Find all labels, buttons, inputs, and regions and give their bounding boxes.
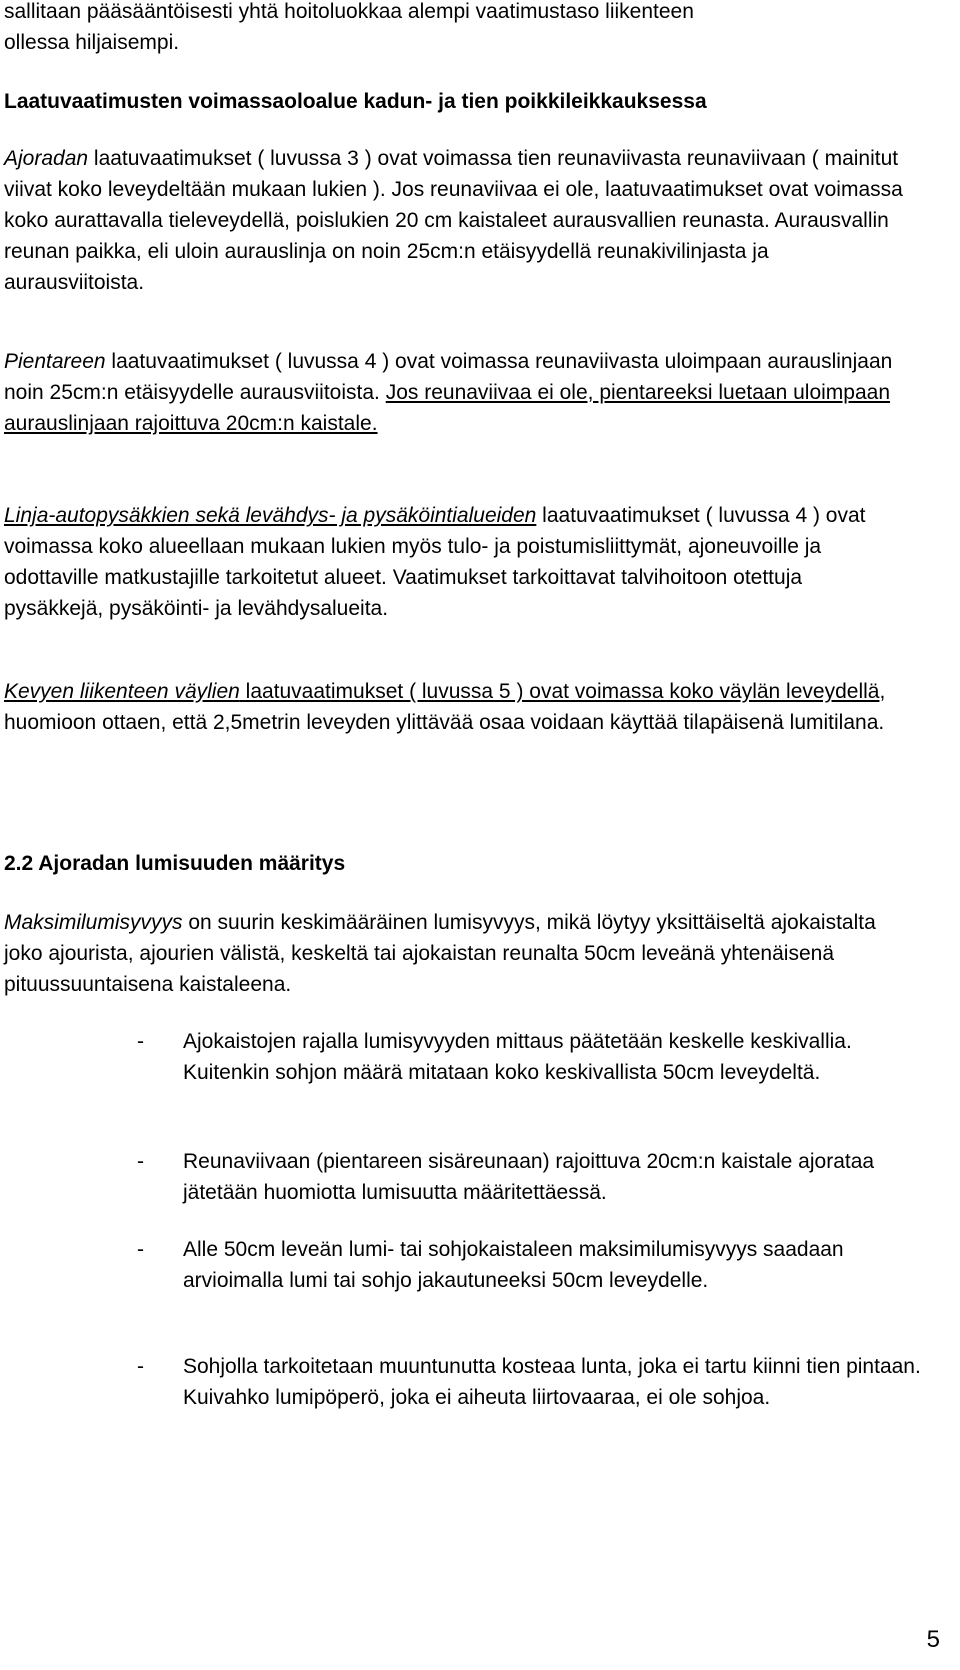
term-kevyen-liikenteen: Kevyen liikenteen väylien (4, 680, 240, 703)
intro-line-1: sallitaan pääsääntöisesti yhtä hoitoluokkaa alempi vaatimustaso liikenteen (4, 0, 694, 23)
paragraph-kevyen-liikenteen (4, 676, 904, 738)
paragraph-kevyen-liikenteen-underlined: laatuvaatimukset ( luvussa 5 ) ovat voimassa koko väylän leveydellä (239, 680, 880, 703)
paragraph-maksimilumisyvyys-text: on suurin keskimääräinen lumisyvyys, mikä löytyy yksittäiseltä ajokaistalta joko ajourista, ajourien välistä, keskeltä tai ajokaistan reunalta 50cm leveänä yhtenäisenä pituussuuntaisena kaistaleena. (4, 911, 876, 996)
list-dash: - (137, 1355, 144, 1378)
paragraph-maksimilumisyvyys (4, 907, 904, 1000)
paragraph-kevyen-liikenteen-text: , huomioon ottaen, että 2,5metrin leveyden ylittävää osaa voidaan käyttää tilapäisenä lumitilana. (4, 680, 886, 734)
paragraph-ajoradan-text: laatuvaatimukset ( luvussa 3 ) ovat voimassa tien reunaviivasta reunaviivaan ( mainitut viivat koko leveydeltään mukaan lukien ). Jos reunaviivaa ei ole, laatuvaatimukset ovat voimassa koko aurattavalla tieleveydellä, poislukien 20 cm kaistaleet aurausvallien reunasta. Aurausvallin reunan paikka, eli uloin aurauslinja on noin 25cm:n etäisyydellä reunakivilinjasta ja aurausviitoista. (4, 147, 903, 294)
page-number: 5 (926, 1626, 940, 1653)
section-2-2-heading: 2.2 Ajoradan lumisuuden määritys (4, 852, 346, 875)
paragraph-linja-autopysakit (4, 500, 904, 624)
paragraph-pientareen (4, 346, 904, 439)
list-dash: - (137, 1030, 144, 1053)
paragraph-ajoradan (4, 143, 904, 298)
paragraph-linja-autopysakit-text: laatuvaatimukset ( luvussa 4 ) ovat voimassa koko alueellaan mukaan lukien myös tulo- ja poistumisliittymät, ajoneuvoille ja odottaville matkustajille tarkoitetut alueet. Vaatimukset tarkoittavat talvihoitoon otettuja pysäkkejä, pysäköinti- ja levähdysalueita. (4, 504, 866, 620)
list-item-text: Ajokaistojen rajalla lumisyvyyden mittaus päätetään keskelle keskivallia. Kuitenkin sohjon määrä mitataan koko keskivallista 50cm leveydeltä. (183, 1030, 852, 1084)
list-dash: - (137, 1238, 144, 1261)
list-dash: - (137, 1150, 144, 1173)
term-maksimilumisyvyys: Maksimilumisyvyys (4, 911, 183, 934)
list-item-text: Reunaviivaan (pientareen sisäreunaan) rajoittuva 20cm:n kaistale ajorataa jätetään huomiotta lumisuutta määritettäessä. (183, 1150, 875, 1204)
term-ajoradan: Ajoradan (4, 147, 89, 170)
list-item-text: Alle 50cm leveän lumi- tai sohjokaistaleen maksimilumisyvyys saadaan arvioimalla lumi tai sohjo jakautuneeksi 50cm leveydelle. (183, 1238, 844, 1292)
term-pientareen: Pientareen (4, 350, 106, 373)
paragraph-pientareen-text: laatuvaatimukset ( luvussa 4 ) ovat voimassa reunaviivasta uloimpaan aurauslinjaan noin 25cm:n etäisyydelle aurausviitoista. (4, 350, 893, 404)
list-item-text: Sohjolla tarkoitetaan muuntunutta kosteaa lunta, joka ei tartu kiinni tien pintaan. Kuivahko lumipöperö, joka ei aiheuta liirtovaaraa, ei ole sohjoa. (183, 1355, 921, 1409)
term-linja-autopysakit: Linja-autopysäkkien sekä levähdys- ja pysäköintialueiden (4, 504, 537, 527)
validity-heading: Laatuvaatimusten voimassaoloalue kadun- ja tien poikkileikkauksessa (4, 90, 707, 113)
intro-paragraph (4, 0, 904, 58)
paragraph-pientareen-underlined: Jos reunaviivaa ei ole, pientareeksi luetaan uloimpaan aurauslinjaan rajoittuva 20cm:n kaistale. (4, 381, 891, 435)
intro-line-2: ollessa hiljaisempi. (4, 31, 180, 54)
